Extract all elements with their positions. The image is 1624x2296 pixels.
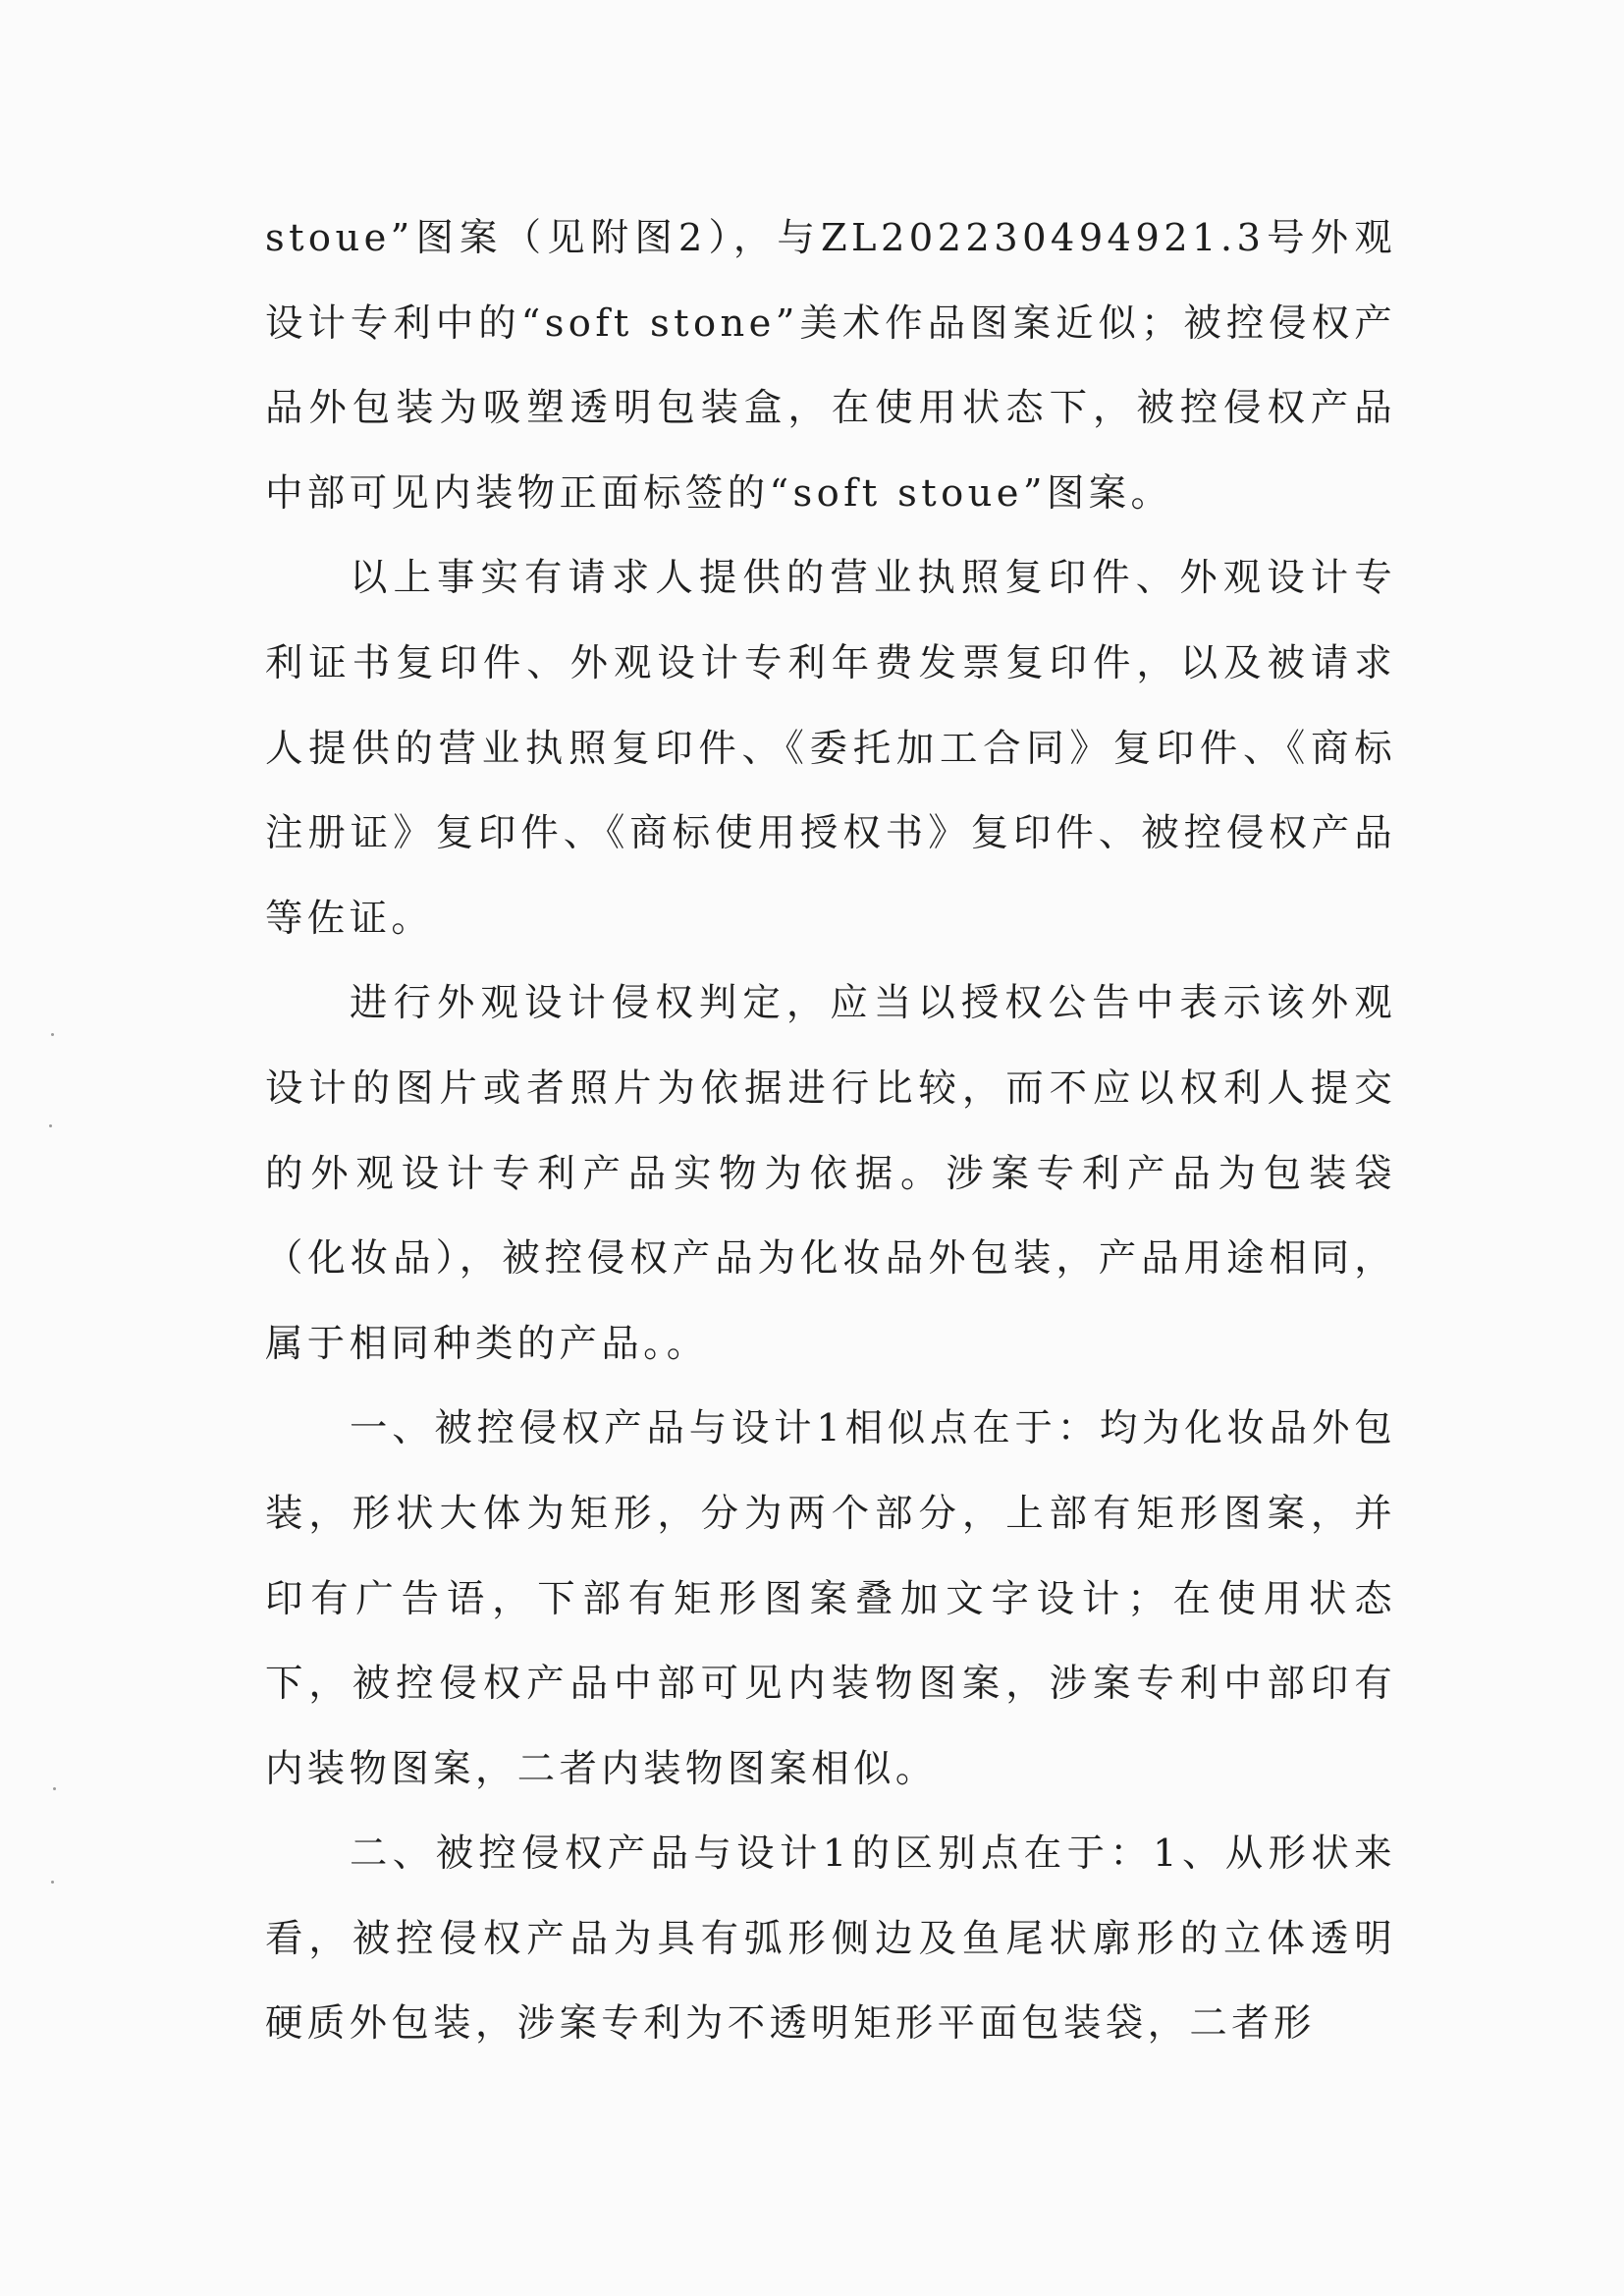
scan-speck (51, 1881, 54, 1884)
scan-speck (53, 1787, 56, 1790)
paragraph-1-continued: stoue”图案（见附图2），与ZL202230494921.3号外观设计专利中的“soft stone”美术作品图案近似；被控侵权产品外包装为吸塑透明包装盒，在使用状态下，被控侵权产品中部可见内装物正面标签的“soft stoue”图案。 (265, 216, 1396, 516)
scan-speck (49, 1124, 52, 1127)
document-body (265, 196, 1396, 2067)
paragraph-similarities: 一、被控侵权产品与设计1相似点在于：均为化妆品外包装，形状大体为矩形，分为两个部分，上部有矩形图案，并印有广告语，下部有矩形图案叠加文字设计；在使用状态下，被控侵权产品中部可见内装物图案，涉案专利中部印有内装物图案，二者内装物图案相似。 (265, 1406, 1396, 1791)
paragraph-differences: 二、被控侵权产品与设计1的区别点在于：1、从形状来看，被控侵权产品为具有弧形侧边及鱼尾状廓形的立体透明硬质外包装，涉案专利为不透明矩形平面包装袋，二者形 (265, 1831, 1396, 2047)
scan-speck (51, 1033, 54, 1036)
paragraph-evidence: 以上事实有请求人提供的营业执照复印件、外观设计专利证书复印件、外观设计专利年费发票复印件，以及被请求人提供的营业执照复印件、《委托加工合同》复印件、《商标注册证》复印件、《商标使用授权书》复印件、被控侵权产品等佐证。 (265, 556, 1396, 941)
paragraph-judgment-basis: 进行外观设计侵权判定，应当以授权公告中表示该外观设计的图片或者照片为依据进行比较，而不应以权利人提交的外观设计专利产品实物为依据。涉案专利产品为包装袋（化妆品），被控侵权产品为化妆品外包装，产品用途相同，属于相同种类的产品。。 (265, 981, 1396, 1366)
